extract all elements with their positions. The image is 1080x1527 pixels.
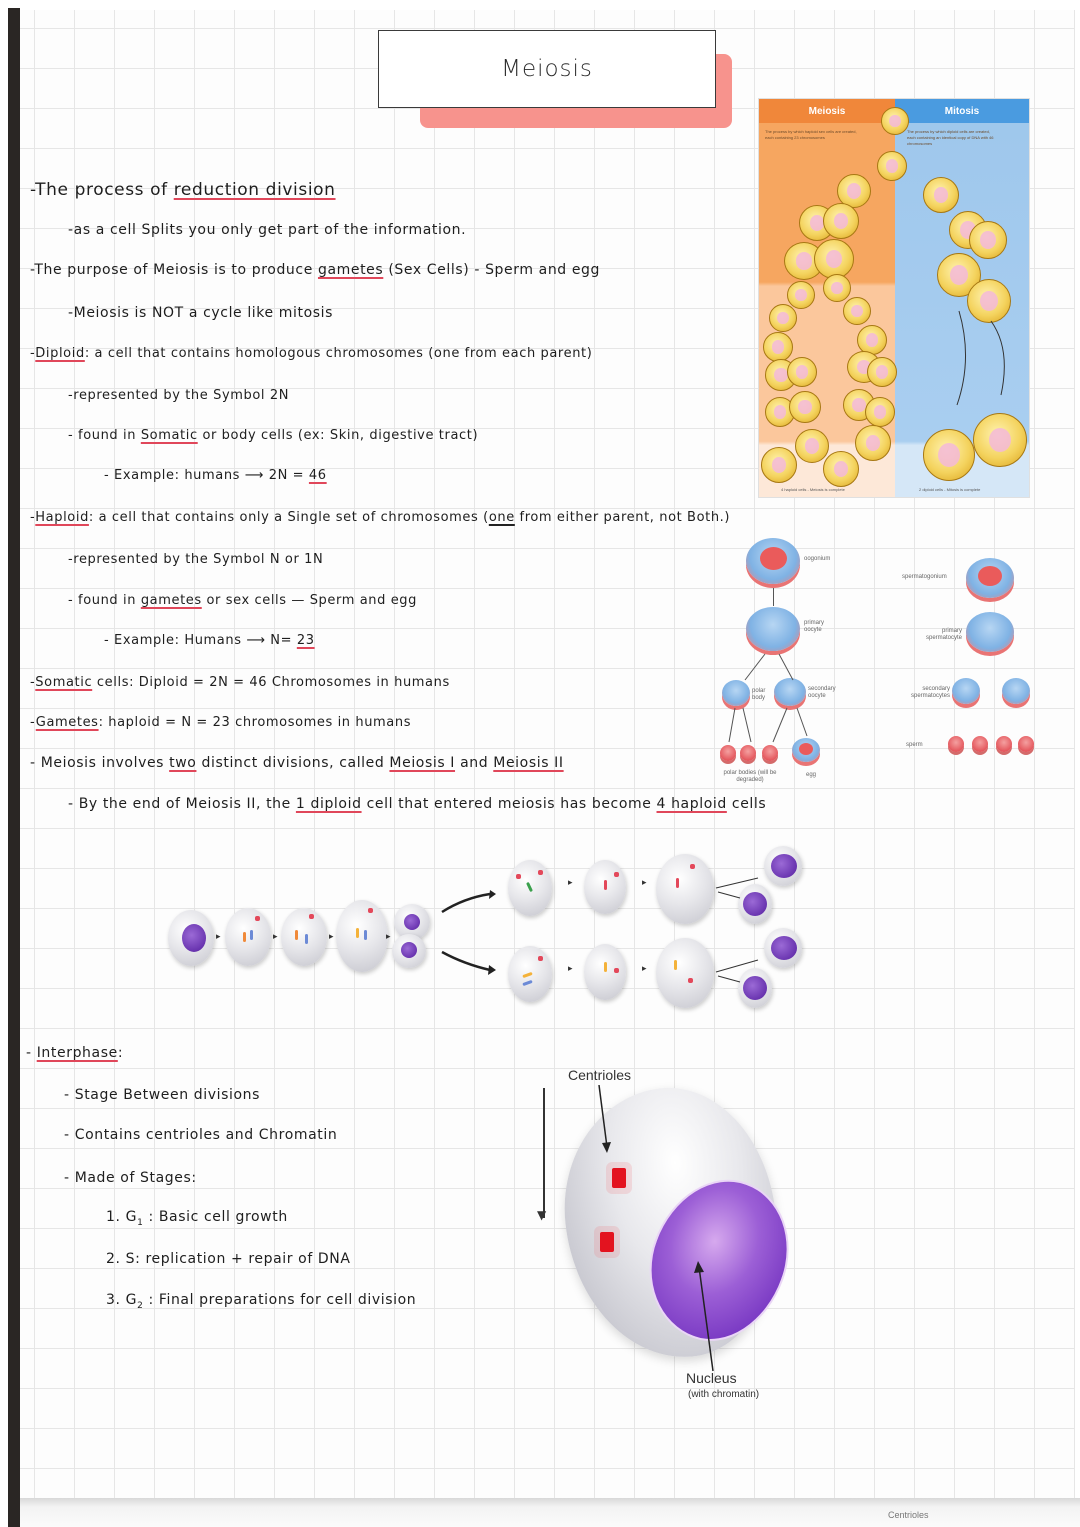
title-box bbox=[378, 30, 716, 108]
meiosis-vs-mitosis-diagram bbox=[758, 98, 1030, 498]
spermatogonium-cell bbox=[966, 558, 1014, 598]
oogonium-cell bbox=[746, 538, 800, 584]
cell-stage bbox=[225, 908, 271, 966]
note-haploid-example: - Example: Humans ⟶ N= 23 bbox=[104, 633, 315, 648]
term-haploid: Haploid bbox=[35, 510, 89, 525]
cell bbox=[787, 281, 815, 309]
cell bbox=[973, 413, 1027, 467]
cell bbox=[823, 451, 859, 487]
cell bbox=[787, 357, 817, 387]
note-haploid-symbol: -represented by the Symbol N or 1N bbox=[68, 552, 324, 567]
meiosis-header: Meiosis bbox=[759, 99, 895, 123]
cell bbox=[877, 151, 907, 181]
stage-g2: 3. $G_2$ : Final preparations for cell division bbox=[106, 1292, 417, 1311]
cell-stage bbox=[168, 910, 214, 966]
term-gametes-3: Gametes bbox=[35, 715, 99, 730]
primary-spermatocyte-cell bbox=[966, 612, 1014, 652]
nucleus-sublabel: (with chromatin) bbox=[688, 1389, 760, 1400]
term-somatic: Somatic bbox=[140, 428, 198, 443]
term-4-haploid: 4 haploid bbox=[656, 796, 727, 812]
mitosis-footer: 2 diploid cells - Mitosis is complete bbox=[919, 487, 981, 492]
term-meiosis-1: Meiosis I bbox=[389, 755, 456, 771]
cell-stage bbox=[508, 946, 552, 1002]
sperm-cell bbox=[948, 736, 964, 752]
arrow-icon: ▸ bbox=[568, 878, 573, 888]
next-page-label: Centrioles bbox=[888, 1510, 929, 1520]
mitosis-header: Mitosis bbox=[895, 99, 1029, 123]
cell bbox=[761, 447, 797, 483]
arrow-icon: ▸ bbox=[642, 964, 647, 974]
down-arrow-line bbox=[543, 1088, 545, 1218]
cell bbox=[855, 425, 891, 461]
note-interphase-item: - Made of Stages: bbox=[64, 1170, 197, 1186]
cell bbox=[795, 429, 829, 463]
secondary-spermatocyte-cell bbox=[952, 678, 980, 704]
note-not-cycle: -Meiosis is NOT a cycle like mitosis bbox=[68, 305, 334, 321]
note-diploid-symbol: -represented by the Symbol 2N bbox=[68, 388, 290, 403]
cell bbox=[843, 297, 871, 325]
stage-g1: 1. $G_1$ : Basic cell growth bbox=[106, 1209, 288, 1228]
note-interphase: - Interphase: bbox=[26, 1045, 124, 1061]
polar-body bbox=[720, 745, 736, 761]
note-two-divisions: - Meiosis involves two distinct divisions, called Meiosis I and Meiosis II bbox=[30, 755, 564, 771]
sperm-cell bbox=[972, 736, 988, 752]
cell bbox=[823, 274, 851, 302]
arrow-icon: ▸ bbox=[386, 932, 391, 942]
cell-stage bbox=[508, 860, 552, 916]
cell bbox=[814, 239, 854, 279]
term-interphase: Interphase bbox=[36, 1045, 118, 1061]
cell bbox=[865, 397, 895, 427]
value-46: 46 bbox=[308, 468, 327, 483]
cell bbox=[789, 391, 821, 423]
note-haploid: -Haploid: a cell that contains only a Single set of chromosomes (one from either parent, not Both.) bbox=[30, 510, 731, 525]
note-diploid: -Diploid: a cell that contains homologous chromosomes (one from each parent) bbox=[30, 346, 593, 361]
note-reduction-sub: -as a cell Splits you only get part of the information. bbox=[68, 222, 467, 238]
note-interphase-item: - Contains centrioles and Chromatin bbox=[64, 1127, 338, 1143]
term-somatic-cells: Somatic bbox=[35, 675, 93, 690]
term-meiosis-2: Meiosis II bbox=[493, 755, 564, 771]
stage-s: 2. S: replication + repair of DNA bbox=[106, 1251, 351, 1267]
note-by-end: - By the end of Meiosis II, the 1 diploid cell that entered meiosis has become 4 haploid cells bbox=[68, 796, 767, 812]
cell bbox=[763, 332, 793, 362]
note-diploid-example: - Example: humans ⟶ 2N = 46 bbox=[104, 468, 327, 483]
term-two: two bbox=[169, 755, 197, 771]
sperm-cell bbox=[996, 736, 1012, 752]
cell bbox=[969, 221, 1007, 259]
cell-stage bbox=[281, 908, 327, 966]
term-one: one bbox=[488, 510, 515, 525]
centrioles-label: Centrioles bbox=[568, 1067, 632, 1083]
notebook-binding bbox=[8, 8, 20, 1527]
note-interphase-item: - Stage Between divisions bbox=[64, 1087, 260, 1103]
cell-stage bbox=[584, 860, 626, 914]
term-reduction-division: reduction division bbox=[173, 180, 336, 200]
meiosis-description: The process by which haploid sex cells are created, each containing 23 chromosomes bbox=[765, 129, 857, 140]
polar-body bbox=[740, 745, 756, 761]
arrows-icon bbox=[939, 309, 1029, 409]
cell-stage bbox=[336, 900, 388, 972]
polar-body bbox=[762, 745, 778, 761]
cell-stage bbox=[584, 944, 626, 1000]
cell bbox=[867, 357, 897, 387]
cell-stage bbox=[656, 938, 714, 1008]
down-arrow-icon: ▼ bbox=[537, 1208, 547, 1222]
note-reduction: -The process of reduction division bbox=[30, 180, 336, 200]
page-title: Meiosis bbox=[501, 56, 593, 82]
mitosis-description: The process by which diploid cells are created, each containing an identical copy of DNA with 46 chromosomes bbox=[907, 129, 994, 146]
split-arrows bbox=[714, 868, 764, 988]
term-1-diploid: 1 diploid bbox=[295, 796, 362, 812]
cell-stage bbox=[764, 846, 802, 886]
sperm-cell bbox=[1018, 736, 1034, 752]
cell-stage bbox=[656, 854, 714, 924]
term-gametes-2: gametes bbox=[140, 593, 202, 608]
arrow-icon: ▸ bbox=[642, 878, 647, 888]
cell-stage bbox=[764, 928, 802, 968]
note-somatic: -Somatic cells: Diploid = 2N = 46 Chromosomes in humans bbox=[30, 675, 450, 690]
meiosis-footer: 4 haploid cells - Meiosis is complete bbox=[781, 487, 845, 492]
term-gametes: gametes bbox=[317, 262, 384, 278]
note-purpose: -The purpose of Meiosis is to produce gametes (Sex Cells) - Sperm and egg bbox=[30, 262, 601, 278]
cell bbox=[923, 429, 975, 481]
nucleus-label: Nucleus bbox=[686, 1370, 737, 1386]
note-haploid-found: - found in gametes or sex cells — Sperm and egg bbox=[68, 593, 418, 608]
cell bbox=[769, 304, 797, 332]
term-diploid: Diploid bbox=[35, 346, 85, 361]
branch-arrows bbox=[436, 890, 496, 976]
cell bbox=[823, 203, 859, 239]
arrow-icon: ▸ bbox=[216, 932, 221, 942]
arrow-icon: ▸ bbox=[329, 932, 334, 942]
cell bbox=[881, 107, 909, 135]
secondary-spermatocyte-cell bbox=[1002, 678, 1030, 704]
arrow-icon: ▸ bbox=[273, 932, 278, 942]
note-gametes: -Gametes: haploid = N = 23 chromosomes in humans bbox=[30, 715, 412, 730]
label-arrows bbox=[595, 1085, 725, 1375]
value-23: 23 bbox=[296, 633, 315, 648]
primary-oocyte-cell bbox=[746, 607, 800, 651]
cell-stage bbox=[392, 934, 426, 968]
arrow-icon: ▸ bbox=[568, 964, 573, 974]
cell bbox=[923, 177, 959, 213]
oogenesis-arrows bbox=[715, 650, 835, 745]
note-diploid-found: - found in Somatic or body cells (ex: Skin, digestive tract) bbox=[68, 428, 479, 443]
